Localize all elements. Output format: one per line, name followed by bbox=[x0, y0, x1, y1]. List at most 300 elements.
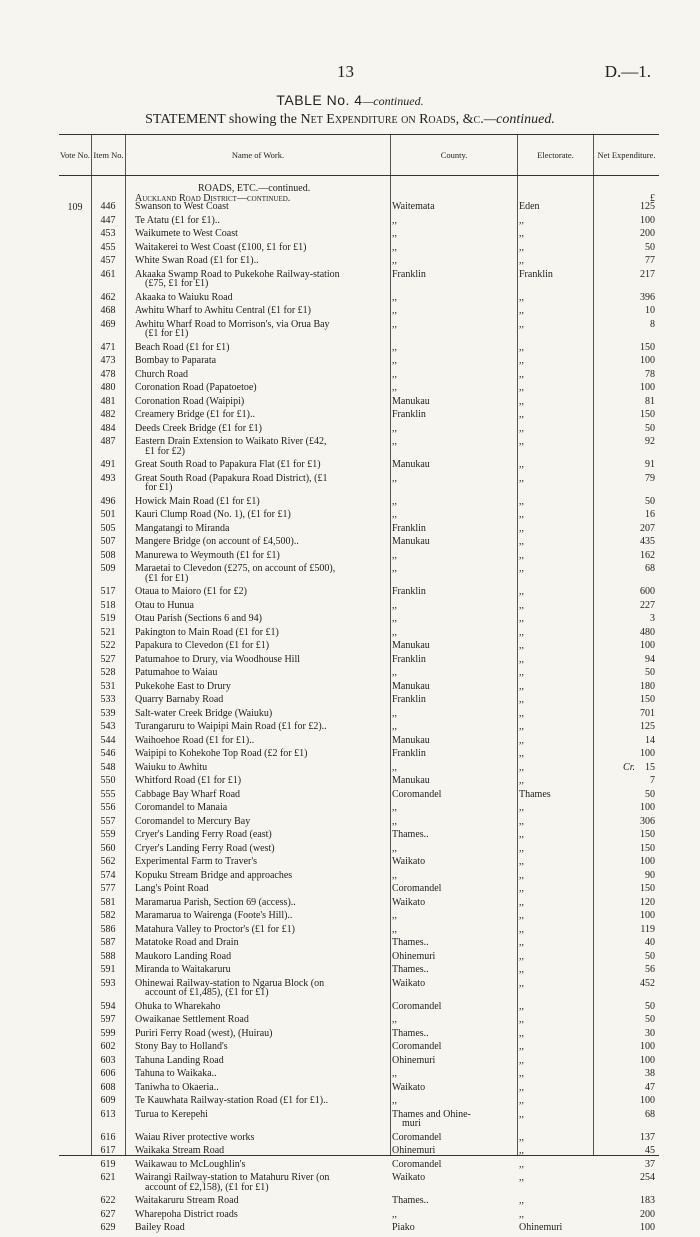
item-number: 539 bbox=[100, 707, 116, 719]
work-name-line: Waikaka Stream Road bbox=[135, 1145, 225, 1156]
expenditure-cell bbox=[595, 1069, 655, 1079]
item-number: 509 bbox=[100, 563, 116, 574]
item-number: 471 bbox=[100, 341, 116, 353]
electorate: ,, bbox=[519, 896, 524, 908]
expenditure-amount: 200 bbox=[640, 228, 655, 239]
expenditure-cell bbox=[595, 1056, 655, 1066]
expenditure-cell bbox=[595, 1210, 655, 1220]
electorate: ,, bbox=[519, 228, 524, 239]
expenditure-cell bbox=[595, 564, 655, 574]
expenditure-amount: 47 bbox=[645, 1081, 655, 1093]
electorate: ,, bbox=[519, 536, 524, 547]
expenditure-cell bbox=[595, 817, 655, 827]
work-name bbox=[135, 1002, 389, 1012]
table-row bbox=[59, 1069, 659, 1083]
col-header-expenditure: Net Expenditure. bbox=[597, 150, 656, 160]
expenditure-amount: 100 bbox=[640, 382, 655, 393]
work-name bbox=[135, 601, 389, 611]
electorate: ,, bbox=[519, 1054, 524, 1066]
electorate: ,, bbox=[519, 869, 524, 881]
work-name-line: Taniwha to Okaeria.. bbox=[135, 1081, 219, 1093]
item-number: 543 bbox=[100, 721, 116, 732]
county-continuation: muri bbox=[402, 1118, 421, 1129]
work-name bbox=[135, 1083, 389, 1093]
county-cell bbox=[392, 306, 514, 316]
work-name-line: Waikawau to McLoughlin's bbox=[135, 1158, 246, 1170]
item-number: 501 bbox=[100, 509, 116, 520]
expenditure-cell bbox=[595, 695, 655, 705]
expenditure-amount: 50 bbox=[645, 422, 655, 434]
work-name bbox=[135, 1056, 389, 1066]
work-name-line: Wairangi Railway-station to Matahuru River (on bbox=[135, 1172, 330, 1183]
expenditure-amount: 150 bbox=[640, 883, 655, 894]
expenditure-amount: 396 bbox=[640, 291, 655, 303]
county-cell bbox=[392, 383, 514, 393]
county-cell bbox=[392, 524, 514, 534]
electorate: ,, bbox=[519, 563, 524, 574]
county-cell bbox=[392, 1210, 514, 1220]
county: Manukau bbox=[392, 640, 430, 651]
work-name bbox=[135, 256, 389, 266]
electorate: ,, bbox=[519, 1195, 524, 1206]
work-name bbox=[135, 763, 389, 773]
work-name bbox=[135, 397, 389, 407]
expenditure-cell bbox=[595, 1096, 655, 1106]
expenditure-cell bbox=[595, 1029, 655, 1039]
table-row bbox=[59, 256, 659, 270]
electorate: ,, bbox=[519, 1095, 524, 1106]
expenditure-cell bbox=[595, 243, 655, 253]
county: ,, bbox=[392, 923, 397, 935]
expenditure-amount: 50 bbox=[645, 950, 655, 962]
electorate: ,, bbox=[519, 436, 524, 447]
county-cell bbox=[392, 510, 514, 520]
electorate: ,, bbox=[519, 856, 524, 867]
item-number: 491 bbox=[100, 459, 116, 470]
table-row bbox=[59, 474, 659, 497]
table-row bbox=[59, 655, 659, 669]
work-name bbox=[135, 551, 389, 561]
table-row bbox=[59, 293, 659, 307]
work-name-line: Church Road bbox=[135, 368, 189, 380]
work-name-line: Owaikanae Settlement Road bbox=[135, 1014, 249, 1025]
county: ,, bbox=[392, 667, 397, 678]
county: Coromandel bbox=[392, 883, 442, 894]
expenditure-cell bbox=[595, 682, 655, 692]
item-number: 629 bbox=[100, 1222, 116, 1233]
county-cell bbox=[392, 830, 514, 840]
county-cell bbox=[392, 1196, 514, 1206]
work-name-line: Otau to Hunua bbox=[135, 599, 194, 611]
work-name-line: Waiuku to Awhitu bbox=[135, 761, 208, 773]
county-cell bbox=[392, 614, 514, 624]
expenditure-amount: 125 bbox=[640, 201, 655, 212]
table-row bbox=[59, 356, 659, 370]
expenditure-amount: 100 bbox=[640, 748, 655, 759]
expenditure-amount: 217 bbox=[640, 268, 655, 280]
expenditure-cell bbox=[595, 736, 655, 746]
work-name-line: Tahuna to Waikaka.. bbox=[135, 1068, 217, 1079]
work-name-line: Pukekohe East to Drury bbox=[135, 680, 231, 692]
item-number: 478 bbox=[100, 368, 116, 380]
item-number: 531 bbox=[100, 680, 116, 692]
county-cell bbox=[392, 668, 514, 678]
electorate: ,, bbox=[519, 1158, 524, 1170]
expenditure-cell bbox=[595, 1042, 655, 1052]
table-row bbox=[59, 722, 659, 736]
item-number: 508 bbox=[100, 549, 116, 561]
work-name bbox=[135, 911, 389, 921]
table-row bbox=[59, 614, 659, 628]
work-name bbox=[135, 356, 389, 366]
item-number: 627 bbox=[100, 1208, 116, 1220]
expenditure-cell bbox=[595, 229, 655, 239]
document-reference: D.—1. bbox=[604, 62, 651, 81]
expenditure-cell bbox=[595, 1223, 655, 1233]
work-name-line: Te Kauwhata Railway-station Road (£1 for £1).. bbox=[135, 1095, 329, 1106]
expenditure-amount: 40 bbox=[645, 937, 655, 948]
county-cell bbox=[392, 564, 514, 574]
statement-title bbox=[0, 112, 700, 128]
expenditure-cell bbox=[595, 320, 655, 330]
table-row bbox=[59, 1096, 659, 1110]
expenditure-cell bbox=[595, 1160, 655, 1170]
table-row bbox=[59, 628, 659, 642]
expenditure-amount: 100 bbox=[640, 1041, 655, 1052]
work-name-line: Coromandel to Manaia bbox=[135, 802, 228, 813]
table-row bbox=[59, 343, 659, 357]
county: Waikato bbox=[392, 1172, 426, 1183]
item-number: 482 bbox=[100, 409, 116, 420]
electorate: ,, bbox=[519, 1014, 524, 1025]
county-cell bbox=[392, 709, 514, 719]
county-cell bbox=[392, 256, 514, 266]
work-name bbox=[135, 1042, 389, 1052]
work-name-line: Lang's Point Road bbox=[135, 883, 209, 894]
county: ,, bbox=[392, 1068, 397, 1079]
work-name-line: Patumahoe to Waiau bbox=[135, 667, 218, 678]
work-name bbox=[135, 1146, 389, 1156]
expenditure-cell bbox=[595, 871, 655, 881]
county-cell bbox=[392, 965, 514, 975]
table-row bbox=[59, 229, 659, 243]
table-row bbox=[59, 564, 659, 587]
electorate: ,, bbox=[519, 802, 524, 813]
expenditure-cell bbox=[595, 655, 655, 665]
work-name-line: Mangatangi to Miranda bbox=[135, 522, 230, 534]
county-cell bbox=[392, 229, 514, 239]
expenditure-cell bbox=[595, 497, 655, 507]
expenditure-cell bbox=[595, 460, 655, 470]
expenditure-amount: 306 bbox=[640, 815, 655, 827]
expenditure-cell bbox=[595, 256, 655, 266]
electorate: ,, bbox=[519, 599, 524, 611]
expenditure-cell bbox=[595, 270, 655, 280]
item-number: 587 bbox=[100, 937, 116, 948]
work-name-continuation: account of £1,485), (£1 for £1) bbox=[145, 987, 269, 998]
work-name-line: Akaaka to Waiuku Road bbox=[135, 291, 233, 303]
expenditure-amount: 227 bbox=[640, 599, 655, 611]
work-name bbox=[135, 564, 389, 583]
table-body bbox=[59, 202, 659, 1237]
item-number: 469 bbox=[100, 318, 116, 330]
county-cell bbox=[392, 736, 514, 746]
expenditure-amount: 150 bbox=[640, 842, 655, 854]
expenditure-amount: 100 bbox=[640, 1222, 655, 1233]
item-number: 473 bbox=[100, 355, 116, 366]
expenditure-cell bbox=[595, 424, 655, 434]
work-name bbox=[135, 524, 389, 534]
table-row bbox=[59, 587, 659, 601]
county-cell bbox=[392, 1069, 514, 1079]
item-number: 556 bbox=[100, 802, 116, 813]
county: ,, bbox=[392, 214, 397, 226]
work-name-line: Matatoke Road and Drain bbox=[135, 937, 239, 948]
county-cell bbox=[392, 474, 514, 484]
expenditure-cell bbox=[595, 601, 655, 611]
item-number: 621 bbox=[100, 1172, 116, 1183]
work-name bbox=[135, 410, 389, 420]
county: ,, bbox=[392, 707, 397, 719]
expenditure-amount: 150 bbox=[640, 694, 655, 705]
work-name bbox=[135, 871, 389, 881]
section-heading: ROADS, ETC.—continued. bbox=[198, 183, 311, 194]
county-cell bbox=[392, 1110, 514, 1129]
electorate: ,, bbox=[519, 977, 524, 989]
table-row bbox=[59, 911, 659, 925]
work-name bbox=[135, 306, 389, 316]
electorate: ,, bbox=[519, 318, 524, 330]
item-number: 599 bbox=[100, 1027, 116, 1039]
work-name-line: Ohinewai Railway-station to Ngarua Block (on bbox=[135, 977, 325, 989]
item-number: 487 bbox=[100, 436, 116, 447]
county: ,, bbox=[392, 1095, 397, 1106]
work-name-line: Miranda to Waitakaruru bbox=[135, 964, 231, 975]
county-cell bbox=[392, 601, 514, 611]
work-name-line: Whitford Road (£1 for £1) bbox=[135, 775, 242, 786]
table-row bbox=[59, 736, 659, 750]
work-name-line: Ohuka to Wharekaho bbox=[135, 1000, 221, 1012]
electorate: ,, bbox=[519, 680, 524, 692]
county: ,, bbox=[392, 382, 397, 393]
district-heading-text: Auckland Road District—continued. bbox=[135, 193, 291, 204]
work-name-line: Cryer's Landing Ferry Road (east) bbox=[135, 829, 272, 840]
county: ,, bbox=[392, 842, 397, 854]
table-title-main: TABLE No. 4 bbox=[276, 92, 363, 108]
expenditure-amount: 30 bbox=[645, 1027, 655, 1039]
expenditure-amount: 50 bbox=[645, 667, 655, 678]
work-name-line: Puriri Ferry Road (west), (Huirau) bbox=[135, 1027, 273, 1039]
expenditure-cell bbox=[595, 722, 655, 732]
electorate: ,, bbox=[519, 1041, 524, 1052]
county: Franklin bbox=[392, 653, 426, 665]
item-number: 461 bbox=[100, 268, 116, 280]
electorate: ,, bbox=[519, 241, 524, 253]
expenditure-cell bbox=[595, 1015, 655, 1025]
expenditure-cell bbox=[595, 938, 655, 948]
table-title bbox=[0, 92, 700, 109]
expenditure-cell bbox=[595, 884, 655, 894]
work-name-line: Mangere Bridge (on account of £4,500).. bbox=[135, 536, 299, 547]
electorate: ,, bbox=[519, 1081, 524, 1093]
county-cell bbox=[392, 1029, 514, 1039]
electorate: Ohinemuri bbox=[519, 1222, 563, 1233]
expenditure-cell bbox=[595, 1002, 655, 1012]
vote-number: 109 bbox=[67, 202, 83, 213]
county: Manukau bbox=[392, 775, 430, 786]
item-number: 586 bbox=[100, 923, 116, 935]
county: Franklin bbox=[392, 694, 426, 705]
work-name-line: Waiau River protective works bbox=[135, 1131, 255, 1143]
county: Franklin bbox=[392, 522, 426, 534]
table-row bbox=[59, 497, 659, 511]
expenditure-cell bbox=[595, 474, 655, 484]
county-cell bbox=[392, 1096, 514, 1106]
county: Thames.. bbox=[392, 937, 429, 948]
item-number: 507 bbox=[100, 536, 116, 547]
expenditure-amount: 200 bbox=[640, 1208, 655, 1220]
expenditure-cell bbox=[595, 306, 655, 316]
expenditure-amount: 180 bbox=[640, 680, 655, 692]
electorate: ,, bbox=[519, 883, 524, 894]
work-name-line: Deeds Creek Bridge (£1 for £1) bbox=[135, 422, 262, 434]
electorate: ,, bbox=[519, 775, 524, 786]
county-cell bbox=[392, 1160, 514, 1170]
county-cell bbox=[392, 884, 514, 894]
county: Waikato bbox=[392, 856, 426, 867]
county-cell bbox=[392, 1083, 514, 1093]
work-name bbox=[135, 293, 389, 303]
expenditure-amount: 207 bbox=[640, 522, 655, 534]
table-row bbox=[59, 1029, 659, 1043]
item-number: 617 bbox=[100, 1145, 116, 1156]
expenditure-amount: 150 bbox=[640, 829, 655, 840]
expenditure-amount: 100 bbox=[640, 214, 655, 226]
work-name bbox=[135, 424, 389, 434]
county-cell bbox=[392, 1146, 514, 1156]
expenditure-amount: 701 bbox=[640, 707, 655, 719]
electorate: ,, bbox=[519, 522, 524, 534]
county-cell bbox=[392, 460, 514, 470]
expenditure-amount: 600 bbox=[640, 586, 655, 597]
item-number: 577 bbox=[100, 883, 116, 894]
expenditure-amount: 3 bbox=[650, 613, 655, 624]
table-row bbox=[59, 243, 659, 257]
expenditure-amount: 162 bbox=[640, 549, 655, 561]
work-name bbox=[135, 695, 389, 705]
table-row bbox=[59, 871, 659, 885]
county-cell bbox=[392, 817, 514, 827]
item-number: 562 bbox=[100, 856, 116, 867]
work-name bbox=[135, 736, 389, 746]
work-name-line: Maukoro Landing Road bbox=[135, 950, 232, 962]
expenditure-cell bbox=[595, 437, 655, 447]
expenditure-cell bbox=[595, 370, 655, 380]
table-row bbox=[59, 763, 659, 777]
work-name bbox=[135, 898, 389, 908]
county-cell bbox=[392, 979, 514, 989]
work-name bbox=[135, 270, 389, 289]
table-row bbox=[59, 830, 659, 844]
electorate: ,, bbox=[519, 937, 524, 948]
work-name bbox=[135, 474, 389, 493]
work-name bbox=[135, 1133, 389, 1143]
item-number: 609 bbox=[100, 1095, 116, 1106]
electorate: ,, bbox=[519, 950, 524, 962]
table-header bbox=[59, 135, 659, 176]
table-row bbox=[59, 1173, 659, 1196]
expenditure-amount: 254 bbox=[640, 1172, 655, 1183]
county-cell bbox=[392, 216, 514, 226]
electorate: ,, bbox=[519, 509, 524, 520]
table-row bbox=[59, 1210, 659, 1224]
work-name-line: Coronation Road (Waipipi) bbox=[135, 395, 245, 407]
item-number: 481 bbox=[100, 395, 116, 407]
table-row bbox=[59, 749, 659, 763]
page-number: 13 bbox=[337, 62, 354, 81]
county-cell bbox=[392, 270, 514, 280]
county: Waikato bbox=[392, 977, 426, 989]
electorate: ,, bbox=[519, 291, 524, 303]
table-row bbox=[59, 925, 659, 939]
item-number: 462 bbox=[100, 291, 116, 303]
item-number: 602 bbox=[100, 1041, 116, 1052]
expenditure-amount: 37 bbox=[645, 1158, 655, 1170]
electorate: ,, bbox=[519, 214, 524, 226]
item-number: 594 bbox=[100, 1000, 116, 1012]
work-name-line: Salt-water Creek Bridge (Waiuku) bbox=[135, 707, 273, 719]
col-header-county: County. bbox=[440, 150, 468, 160]
electorate: ,, bbox=[519, 1172, 524, 1183]
expenditure-amount: 91 bbox=[645, 459, 655, 470]
expenditure-cell bbox=[595, 830, 655, 840]
expenditure-cell bbox=[595, 383, 655, 393]
table-row bbox=[59, 370, 659, 384]
county: Piako bbox=[392, 1222, 415, 1233]
work-name bbox=[135, 202, 389, 212]
county: Manukau bbox=[392, 734, 430, 746]
work-name-line: Quarry Barnaby Road bbox=[135, 694, 224, 705]
county-cell bbox=[392, 844, 514, 854]
item-number: 559 bbox=[100, 829, 116, 840]
item-number: 593 bbox=[100, 977, 116, 989]
table-row bbox=[59, 1196, 659, 1210]
county-cell bbox=[392, 790, 514, 800]
county: ,, bbox=[392, 472, 397, 484]
county-cell bbox=[392, 410, 514, 420]
work-name bbox=[135, 587, 389, 597]
electorate: ,, bbox=[519, 422, 524, 434]
electorate: ,, bbox=[519, 341, 524, 353]
county: ,, bbox=[392, 802, 397, 813]
county-cell bbox=[392, 1133, 514, 1143]
item-number: 603 bbox=[100, 1054, 116, 1066]
electorate: Eden bbox=[519, 201, 540, 212]
electorate: ,, bbox=[519, 626, 524, 638]
expenditure-cell bbox=[595, 1083, 655, 1093]
electorate: ,, bbox=[519, 1068, 524, 1079]
county: ,, bbox=[392, 436, 397, 447]
work-name-line: Maramarua to Wairenga (Foote's Hill).. bbox=[135, 910, 293, 921]
table-row bbox=[59, 270, 659, 293]
work-name bbox=[135, 641, 389, 651]
work-name bbox=[135, 830, 389, 840]
expenditure-amount: 45 bbox=[645, 1145, 655, 1156]
table-row bbox=[59, 551, 659, 565]
table-row bbox=[59, 1146, 659, 1160]
electorate: ,, bbox=[519, 382, 524, 393]
county: Manukau bbox=[392, 680, 430, 692]
